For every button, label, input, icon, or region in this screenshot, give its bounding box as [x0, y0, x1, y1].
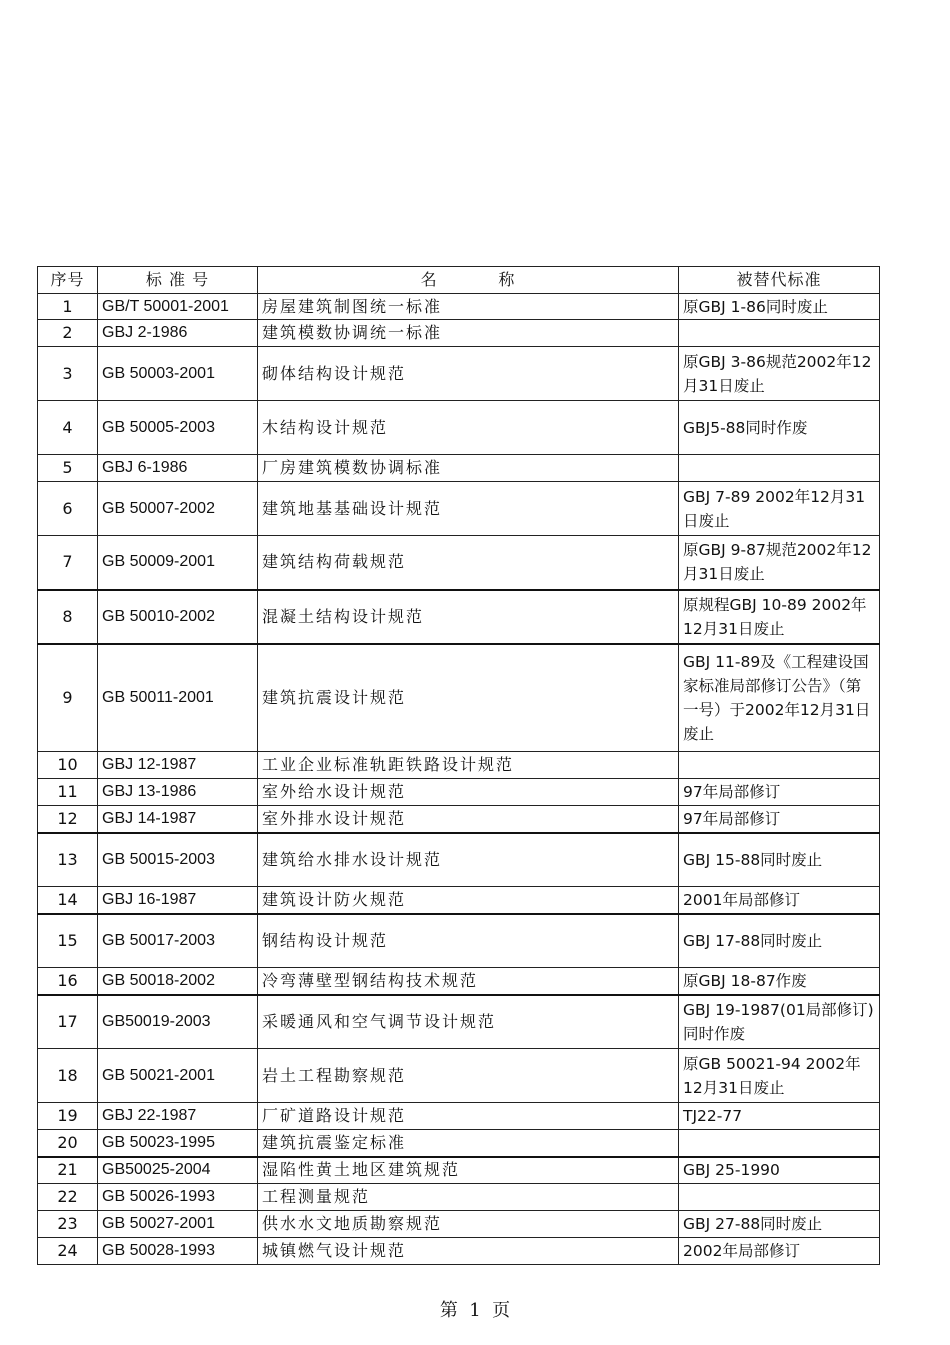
standard-name-cell: 房屋建筑制图统一标准 [258, 294, 679, 320]
standard-name-cell: 工程测量规范 [258, 1184, 679, 1211]
seq-cell: 3 [38, 347, 98, 401]
standard-code-cell: GB 50005-2003 [98, 401, 258, 455]
table-row [38, 779, 880, 806]
replaced-standard-cell: GBJ 7-89 2002年12月31日废止 [679, 482, 880, 536]
standard-name-cell: 采暖通风和空气调节设计规范 [258, 995, 679, 1049]
seq-cell: 21 [38, 1157, 98, 1184]
replaced-standard-cell: 原GBJ 1-86同时废止 [679, 294, 880, 320]
replaced-standard-cell: GBJ5-88同时作废 [679, 401, 880, 455]
replaced-standard-cell: 原GBJ 3-86规范2002年12月31日废止 [679, 347, 880, 401]
standard-name-cell: 建筑抗震鉴定标准 [258, 1130, 679, 1157]
replaced-standard-cell: GBJ 11-89及《工程建设国家标准局部修订公告》（第一号）于2002年12月31日废止 [679, 644, 880, 752]
seq-cell: 8 [38, 590, 98, 644]
header-replaced-standard: 被替代标准 [679, 267, 880, 294]
table-row [38, 590, 880, 644]
standard-name-cell: 厂房建筑模数协调标准 [258, 455, 679, 482]
standard-code-cell: GBJ 16-1987 [98, 887, 258, 914]
table-row [38, 914, 880, 968]
table-header-row [38, 267, 880, 294]
standard-name-cell: 木结构设计规范 [258, 401, 679, 455]
seq-cell: 19 [38, 1103, 98, 1130]
standard-code-cell: GBJ 14-1987 [98, 806, 258, 833]
replaced-standard-cell [679, 752, 880, 779]
standard-name-cell: 钢结构设计规范 [258, 914, 679, 968]
standard-code-cell: GB 50028-1993 [98, 1238, 258, 1265]
replaced-standard-cell: 2002年局部修订 [679, 1238, 880, 1265]
replaced-standard-cell: GBJ 17-88同时废止 [679, 914, 880, 968]
standard-code-cell: GB 50009-2001 [98, 536, 258, 590]
table-row [38, 401, 880, 455]
table-body [38, 294, 880, 1265]
seq-cell: 6 [38, 482, 98, 536]
table-row [38, 1130, 880, 1157]
table-row [38, 644, 880, 752]
standard-code-cell: GB50019-2003 [98, 995, 258, 1049]
standard-name-cell: 砌体结构设计规范 [258, 347, 679, 401]
standard-name-cell: 建筑结构荷载规范 [258, 536, 679, 590]
standard-name-cell: 建筑给水排水设计规范 [258, 833, 679, 887]
table-row [38, 752, 880, 779]
table-row [38, 1103, 880, 1130]
seq-cell: 16 [38, 968, 98, 995]
standard-code-cell: GBJ 13-1986 [98, 779, 258, 806]
standard-name-cell: 湿陷性黄土地区建筑规范 [258, 1157, 679, 1184]
standard-name-cell: 建筑抗震设计规范 [258, 644, 679, 752]
seq-cell: 12 [38, 806, 98, 833]
table-row [38, 806, 880, 833]
table-row [38, 347, 880, 401]
standard-code-cell: GBJ 2-1986 [98, 320, 258, 347]
replaced-standard-cell: TJ22-77 [679, 1103, 880, 1130]
standard-name-cell: 室外给水设计规范 [258, 779, 679, 806]
standard-name-cell: 厂矿道路设计规范 [258, 1103, 679, 1130]
replaced-standard-cell: 97年局部修订 [679, 779, 880, 806]
standard-name-cell: 混凝土结构设计规范 [258, 590, 679, 644]
standard-code-cell: GB 50015-2003 [98, 833, 258, 887]
replaced-standard-cell: GBJ 15-88同时废止 [679, 833, 880, 887]
standard-code-cell: GB 50021-2001 [98, 1049, 258, 1103]
standard-code-cell: GB 50017-2003 [98, 914, 258, 968]
standard-code-cell: GB 50010-2002 [98, 590, 258, 644]
standard-code-cell: GB 50023-1995 [98, 1130, 258, 1157]
replaced-standard-cell: GBJ 25-1990 [679, 1157, 880, 1184]
header-seq: 序号 [38, 267, 98, 294]
standard-name-cell: 冷弯薄壁型钢结构技术规范 [258, 968, 679, 995]
standard-code-cell: GBJ 6-1986 [98, 455, 258, 482]
replaced-standard-cell: 原GBJ 9-87规范2002年12月31日废止 [679, 536, 880, 590]
standard-name-cell: 建筑模数协调统一标准 [258, 320, 679, 347]
replaced-standard-cell [679, 320, 880, 347]
replaced-standard-cell [679, 1184, 880, 1211]
standard-code-cell: GBJ 22-1987 [98, 1103, 258, 1130]
replaced-standard-cell: 2001年局部修订 [679, 887, 880, 914]
seq-cell: 24 [38, 1238, 98, 1265]
seq-cell: 14 [38, 887, 98, 914]
seq-cell: 15 [38, 914, 98, 968]
standard-name-cell: 建筑地基基础设计规范 [258, 482, 679, 536]
replaced-standard-cell: 原GBJ 18-87作废 [679, 968, 880, 995]
header-name: 名 称 [258, 267, 679, 294]
table-row [38, 482, 880, 536]
table-row [38, 320, 880, 347]
table-row [38, 1157, 880, 1184]
table-row [38, 536, 880, 590]
standard-code-cell: GB 50007-2002 [98, 482, 258, 536]
replaced-standard-cell [679, 455, 880, 482]
replaced-standard-cell: 97年局部修订 [679, 806, 880, 833]
replaced-standard-cell: 原规程GBJ 10-89 2002年12月31日废止 [679, 590, 880, 644]
table-row [38, 1049, 880, 1103]
seq-cell: 7 [38, 536, 98, 590]
table-row [38, 1184, 880, 1211]
page-number: 第 1 页 [439, 1300, 511, 1321]
seq-cell: 18 [38, 1049, 98, 1103]
standard-name-cell: 城镇燃气设计规范 [258, 1238, 679, 1265]
seq-cell: 4 [38, 401, 98, 455]
standard-name-cell: 供水水文地质勘察规范 [258, 1211, 679, 1238]
table-row [38, 887, 880, 914]
standards-table [37, 266, 880, 1265]
replaced-standard-cell: GBJ 19-1987(01局部修订)同时作废 [679, 995, 880, 1049]
table-row [38, 995, 880, 1049]
seq-cell: 22 [38, 1184, 98, 1211]
replaced-standard-cell: 原GB 50021-94 2002年12月31日废止 [679, 1049, 880, 1103]
replaced-standard-cell: GBJ 27-88同时废止 [679, 1211, 880, 1238]
standard-code-cell: GB 50011-2001 [98, 644, 258, 752]
standard-code-cell: GB 50026-1993 [98, 1184, 258, 1211]
standard-code-cell: GBJ 12-1987 [98, 752, 258, 779]
seq-cell: 17 [38, 995, 98, 1049]
replaced-standard-cell [679, 1130, 880, 1157]
standard-code-cell: GB 50027-2001 [98, 1211, 258, 1238]
standard-code-cell: GB50025-2004 [98, 1157, 258, 1184]
seq-cell: 5 [38, 455, 98, 482]
seq-cell: 11 [38, 779, 98, 806]
seq-cell: 23 [38, 1211, 98, 1238]
standard-name-cell: 建筑设计防火规范 [258, 887, 679, 914]
seq-cell: 1 [38, 294, 98, 320]
table-row [38, 1211, 880, 1238]
seq-cell: 10 [38, 752, 98, 779]
standard-name-cell: 工业企业标准轨距铁路设计规范 [258, 752, 679, 779]
standard-code-cell: GB 50003-2001 [98, 347, 258, 401]
standard-name-cell: 岩土工程勘察规范 [258, 1049, 679, 1103]
standard-code-cell: GB 50018-2002 [98, 968, 258, 995]
header-standard-code: 标 准 号 [98, 267, 258, 294]
standard-name-cell: 室外排水设计规范 [258, 806, 679, 833]
table-row [38, 833, 880, 887]
standard-code-cell: GB/T 50001-2001 [98, 294, 258, 320]
table-row [38, 1238, 880, 1265]
table-row [38, 968, 880, 995]
table-row [38, 294, 880, 320]
seq-cell: 9 [38, 644, 98, 752]
table-row [38, 455, 880, 482]
seq-cell: 20 [38, 1130, 98, 1157]
seq-cell: 2 [38, 320, 98, 347]
seq-cell: 13 [38, 833, 98, 887]
